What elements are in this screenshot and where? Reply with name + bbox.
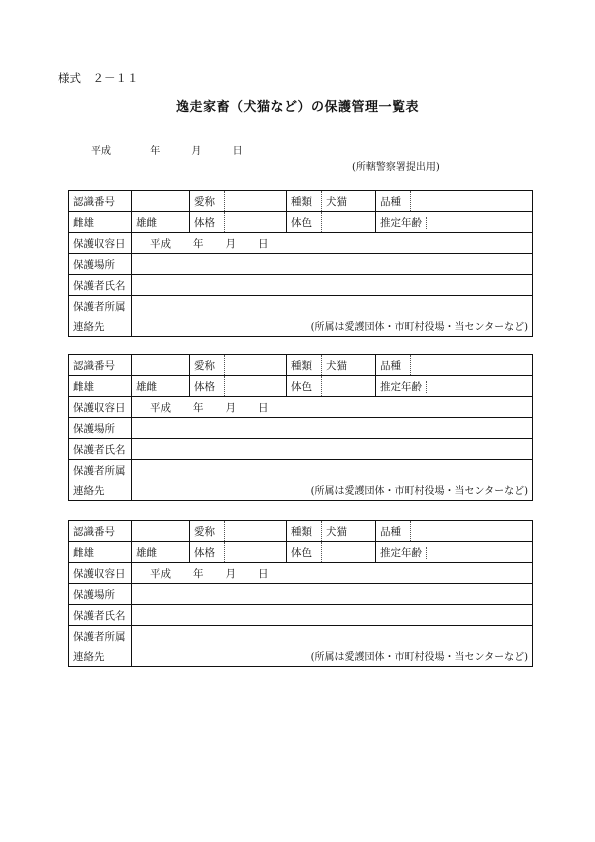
value-kind[interactable]: 犬猫 bbox=[322, 355, 376, 376]
value-sex[interactable]: 雄雌 bbox=[132, 376, 190, 397]
value-kind[interactable]: 犬猫 bbox=[322, 191, 376, 212]
label-id-no: 認識番号 bbox=[69, 355, 132, 376]
label-nickname: 愛称 bbox=[190, 355, 225, 376]
label-contact bbox=[69, 480, 132, 501]
intake-day: 日 bbox=[258, 401, 269, 414]
label-sex: 雌雄 bbox=[69, 212, 132, 233]
label-keeper-name: 保護者氏名 bbox=[69, 605, 132, 626]
intake-month: 月 bbox=[225, 237, 236, 250]
contact-text: 連絡先 bbox=[73, 320, 105, 333]
value-id-no[interactable] bbox=[132, 521, 190, 542]
label-build: 体格 bbox=[190, 376, 225, 397]
intake-year: 年 bbox=[193, 237, 204, 250]
intake-era: 平成 bbox=[150, 567, 171, 580]
value-place[interactable] bbox=[132, 254, 533, 275]
value-keeper-affil[interactable] bbox=[132, 460, 533, 501]
value-build[interactable] bbox=[225, 376, 287, 397]
label-sex: 雌雄 bbox=[69, 376, 132, 397]
label-nickname: 愛称 bbox=[190, 521, 225, 542]
label-est-age bbox=[376, 542, 533, 563]
label-keeper-affil: 保護者所属 bbox=[69, 626, 132, 647]
value-nickname[interactable] bbox=[225, 191, 287, 212]
date-day: 日 bbox=[232, 146, 243, 157]
value-keeper-name[interactable] bbox=[132, 275, 533, 296]
value-kind[interactable]: 犬猫 bbox=[322, 521, 376, 542]
label-color: 体色 bbox=[287, 542, 322, 563]
label-keeper-name: 保護者氏名 bbox=[69, 439, 132, 460]
intake-day: 日 bbox=[258, 567, 269, 580]
intake-era: 平成 bbox=[150, 237, 171, 250]
date-era: 平成 bbox=[91, 146, 111, 157]
label-sex: 雌雄 bbox=[69, 542, 132, 563]
intake-month: 月 bbox=[225, 401, 236, 414]
value-sex[interactable]: 雄雌 bbox=[132, 542, 190, 563]
label-color: 体色 bbox=[287, 376, 322, 397]
value-intake-date[interactable] bbox=[132, 397, 533, 418]
affil-note: (所属は愛護団体・市町村役場・当センターなど) bbox=[310, 486, 528, 497]
value-id-no[interactable] bbox=[132, 191, 190, 212]
label-keeper-affil: 保護者所属 bbox=[69, 460, 132, 481]
label-keeper-name: 保護者氏名 bbox=[69, 275, 132, 296]
label-place: 保護場所 bbox=[69, 254, 132, 275]
label-breed: 品種 bbox=[376, 191, 411, 212]
label-intake-date: 保護収容日 bbox=[69, 233, 132, 254]
value-keeper-name[interactable] bbox=[132, 605, 533, 626]
label-breed: 品種 bbox=[376, 521, 411, 542]
value-breed[interactable] bbox=[411, 355, 533, 376]
contact-text: 連絡先 bbox=[73, 484, 105, 497]
form-number: 様式 ２－１１ bbox=[58, 71, 139, 85]
value-breed[interactable] bbox=[411, 191, 533, 212]
label-contact bbox=[69, 316, 132, 337]
date-month: 月 bbox=[191, 146, 202, 157]
value-keeper-affil[interactable] bbox=[132, 626, 533, 667]
record-table-1 bbox=[68, 190, 533, 337]
contact-text: 連絡先 bbox=[73, 650, 105, 663]
label-nickname: 愛称 bbox=[190, 191, 225, 212]
label-keeper-affil: 保護者所属 bbox=[69, 296, 132, 317]
page-title: 逸走家畜（犬猫など）の保護管理一覧表 bbox=[175, 100, 419, 115]
value-color[interactable] bbox=[322, 542, 376, 563]
label-id-no: 認識番号 bbox=[69, 191, 132, 212]
value-color[interactable] bbox=[322, 376, 376, 397]
label-breed: 品種 bbox=[376, 355, 411, 376]
label-est-age bbox=[376, 212, 533, 233]
record-table-3 bbox=[68, 520, 533, 667]
label-kind: 種類 bbox=[287, 355, 322, 376]
value-place[interactable] bbox=[132, 418, 533, 439]
record-table-2 bbox=[68, 354, 533, 501]
intake-year: 年 bbox=[193, 401, 204, 414]
value-place[interactable] bbox=[132, 584, 533, 605]
value-build[interactable] bbox=[225, 212, 287, 233]
value-intake-date[interactable] bbox=[132, 233, 533, 254]
label-place: 保護場所 bbox=[69, 418, 132, 439]
value-id-no[interactable] bbox=[132, 355, 190, 376]
est-age-text: 推定年齢 bbox=[380, 216, 422, 229]
label-build: 体格 bbox=[190, 212, 225, 233]
label-kind: 種類 bbox=[287, 191, 322, 212]
value-keeper-name[interactable] bbox=[132, 439, 533, 460]
value-build[interactable] bbox=[225, 542, 287, 563]
intake-era: 平成 bbox=[150, 401, 171, 414]
label-place: 保護場所 bbox=[69, 584, 132, 605]
label-est-age bbox=[376, 376, 533, 397]
intake-month: 月 bbox=[225, 567, 236, 580]
value-breed[interactable] bbox=[411, 521, 533, 542]
label-color: 体色 bbox=[287, 212, 322, 233]
label-contact bbox=[69, 646, 132, 667]
value-keeper-affil[interactable] bbox=[132, 296, 533, 337]
affil-note: (所属は愛護団体・市町村役場・当センターなど) bbox=[310, 652, 528, 663]
report-date bbox=[91, 142, 243, 157]
value-color[interactable] bbox=[322, 212, 376, 233]
affil-note: (所属は愛護団体・市町村役場・当センターなど) bbox=[310, 322, 528, 333]
submit-note: (所轄警察署提出用) bbox=[352, 162, 440, 173]
label-intake-date: 保護収容日 bbox=[69, 563, 132, 584]
date-year: 年 bbox=[150, 146, 161, 157]
intake-year: 年 bbox=[193, 567, 204, 580]
value-intake-date[interactable] bbox=[132, 563, 533, 584]
value-sex[interactable]: 雄雌 bbox=[132, 212, 190, 233]
est-age-text: 推定年齢 bbox=[380, 546, 422, 559]
intake-day: 日 bbox=[258, 237, 269, 250]
est-age-text: 推定年齢 bbox=[380, 380, 422, 393]
value-nickname[interactable] bbox=[225, 521, 287, 542]
label-id-no: 認識番号 bbox=[69, 521, 132, 542]
value-nickname[interactable] bbox=[225, 355, 287, 376]
label-build: 体格 bbox=[190, 542, 225, 563]
label-intake-date: 保護収容日 bbox=[69, 397, 132, 418]
label-kind: 種類 bbox=[287, 521, 322, 542]
